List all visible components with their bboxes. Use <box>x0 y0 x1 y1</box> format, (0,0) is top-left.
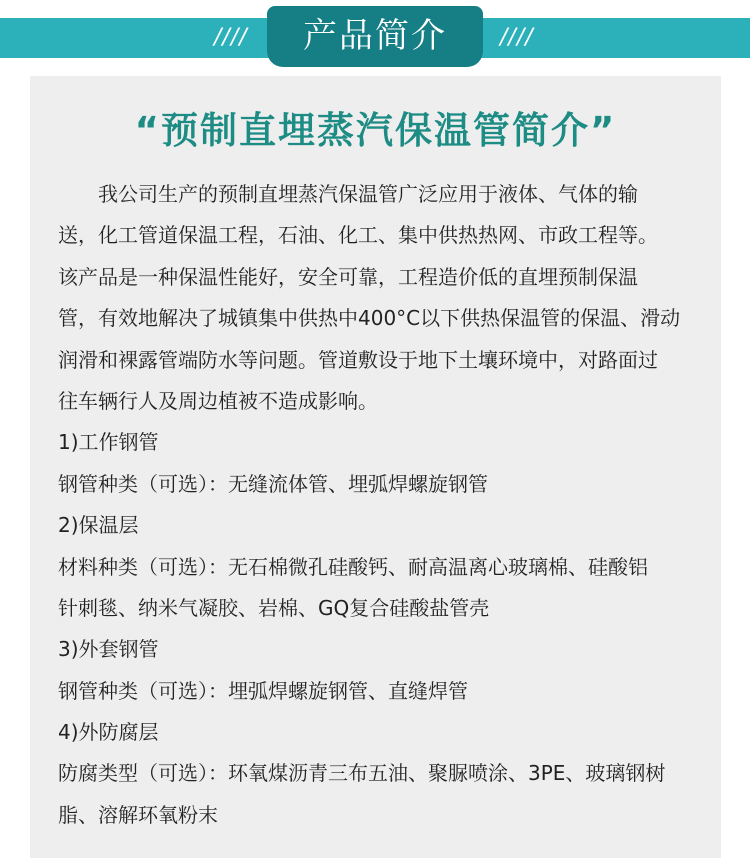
section-banner-title: 产品简介 <box>267 6 483 67</box>
body-line: 钢管种类（可选）：无缝流体管、埋弧焊螺旋钢管 <box>58 471 488 496</box>
body-line: 润滑和裸露管端防水等问题。管道敷设于地下土壤环境中，对路面过 <box>58 347 658 372</box>
body-line: 我公司生产的预制直埋蒸汽保温管广泛应用于液体、气体的输 <box>58 182 638 206</box>
body-line: 脂、溶解环氧粉末 <box>58 802 218 827</box>
body-line: 防腐类型（可选）：环氧煤沥青三布五油、聚脲喷涂、3PE、玻璃钢树 <box>58 761 666 786</box>
body-line: 管，有效地解决了城镇集中供热中400°C以下供热保温管的保温、滑动 <box>58 306 681 331</box>
section-heading-outer-pipe: 3)外套钢管 <box>58 637 159 662</box>
document-title: “预制直埋蒸汽保温管简介” <box>134 109 617 152</box>
body-line: 钢管种类（可选）：埋弧焊螺旋钢管、直缝焊管 <box>58 678 468 703</box>
section-heading-insulation: 2)保温层 <box>58 513 139 538</box>
document-body <box>58 174 698 836</box>
body-line: 针刺毯、纳米气凝胶、岩棉、GQ复合硅酸盐管壳 <box>58 595 490 620</box>
body-line: 送，化工管道保温工程，石油、化工、集中供热热网、市政工程等。 <box>58 223 658 248</box>
body-line: 往车辆行人及周边植被不造成影响。 <box>58 388 378 413</box>
section-heading-anticorrosion: 4)外防腐层 <box>58 720 159 745</box>
banner-decoration-right: //// <box>500 25 534 50</box>
banner-decoration-left: //// <box>214 25 248 50</box>
section-heading-work-pipe: 1)工作钢管 <box>58 430 159 455</box>
content-panel <box>30 76 721 858</box>
body-line: 该产品是一种保温性能好，安全可靠，工程造价低的直埋预制保温 <box>58 264 638 289</box>
body-line: 材料种类（可选）：无石棉微孔硅酸钙、耐高温离心玻璃棉、硅酸铝 <box>58 554 648 579</box>
